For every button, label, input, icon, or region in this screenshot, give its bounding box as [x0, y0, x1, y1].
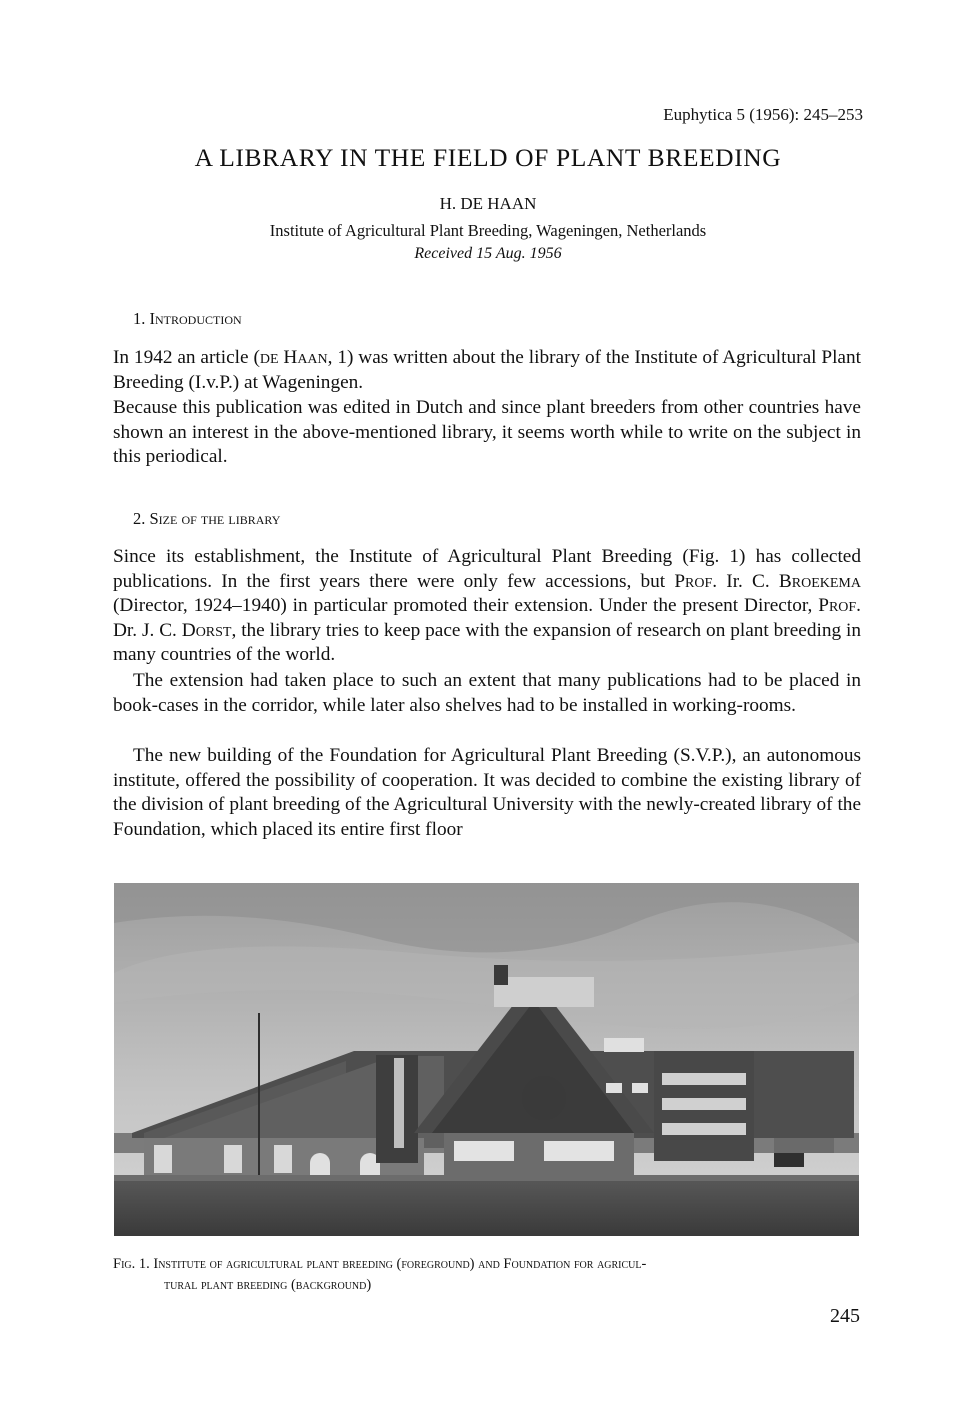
- paragraph: [113, 396, 861, 470]
- window: [604, 1038, 644, 1052]
- caption-text: Institute of agricultural plant breeding (foreground) and Foundation for agricul-: [153, 1256, 647, 1272]
- field-edge: [114, 1175, 859, 1181]
- figure-label: Fig. 1.: [113, 1256, 150, 1272]
- section-title: Size of the library: [149, 509, 281, 528]
- section-number: 2.: [133, 509, 146, 528]
- author-name: H. DE HAAN: [439, 194, 537, 213]
- text-run: In 1942 an article (: [113, 347, 260, 368]
- section-heading-size: [133, 509, 280, 529]
- author-citation: de Haan: [259, 347, 328, 368]
- figure-caption: [113, 1254, 861, 1296]
- text-run: Since its establishment, the Institute of Agricultural Plant Breeding (Fig. 1) has collected publications. In the first years there were only few accessions, but: [113, 546, 861, 592]
- chimney: [494, 965, 508, 985]
- title-abbrev: Prof.: [674, 570, 718, 592]
- dormer: [494, 977, 594, 1007]
- figure-building-photo: [114, 883, 859, 1236]
- page-number: 245: [830, 1305, 860, 1327]
- journal-reference: Euphytica 5 (1956): 245–253: [663, 105, 863, 124]
- person-name: Broekema: [778, 570, 861, 592]
- stair-tower: [394, 1058, 404, 1148]
- car: [774, 1153, 804, 1167]
- text-run: , the library tries to keep pace with the expansion of research on plant breeding in many countries of the world.: [113, 619, 861, 666]
- person-name: Dorst: [181, 619, 232, 641]
- text-run: The new building of the Foundation for Agricultural Plant Breeding (S.V.P.), an autonomous institute, offered the possibility of cooperation. It was decided to combine the existing library of the division of plant breeding of the Agricultural University with the newly-created library of the Foundation, which placed its entire first floor: [113, 745, 861, 840]
- caption-line: [113, 1275, 861, 1296]
- section-title: Introduction: [149, 309, 242, 328]
- author-affiliation: Institute of Agricultural Plant Breeding, Wageningen, Netherlands: [269, 221, 707, 240]
- window-band: [662, 1123, 746, 1135]
- field: [114, 1175, 859, 1236]
- text-run: The extension had taken place to such an extent that many publications had to be placed in book-cases in the corridor, while later also shelves had to be installed in working-rooms.: [113, 670, 861, 716]
- paragraph: [113, 346, 861, 395]
- text-run: , 1) was written about the library of the Institute of Agricultural Plant Breeding (I.v.P.) at Wageningen.: [113, 347, 861, 393]
- window-band: [662, 1073, 746, 1085]
- paragraph: [113, 545, 861, 668]
- window: [154, 1145, 172, 1173]
- window: [274, 1145, 292, 1173]
- received-date: Received 15 Aug. 1956: [414, 245, 562, 262]
- article-title: A LIBRARY IN THE FIELD OF PLANT BREEDING: [194, 143, 782, 172]
- caption-text: tural plant breeding (background): [164, 1277, 372, 1293]
- section-number: 1.: [133, 309, 146, 328]
- text-run: Ir. C.: [717, 570, 779, 592]
- window: [544, 1141, 614, 1161]
- section-heading-introduction: [133, 309, 242, 329]
- window-band: [662, 1098, 746, 1110]
- title-abbrev: Prof.: [818, 595, 861, 617]
- window: [632, 1083, 648, 1093]
- building-photo: [114, 883, 859, 1236]
- caption-line: [113, 1254, 861, 1275]
- text-run: Because this publication was edited in Dutch and since plant breeders from other countries have shown an interest in the above-mentioned library, it seems worth while to write on the subject in this periodical.: [113, 397, 861, 468]
- window: [606, 1083, 622, 1093]
- text-run: (Director, 1924–1940) in particular promoted their extension. Under the present Director,: [113, 595, 819, 617]
- text-run: Dr. J. C.: [113, 619, 182, 641]
- tree: [522, 1076, 566, 1120]
- window: [454, 1141, 514, 1161]
- paragraph: [113, 669, 861, 718]
- window: [224, 1145, 242, 1173]
- paragraph: [113, 744, 861, 842]
